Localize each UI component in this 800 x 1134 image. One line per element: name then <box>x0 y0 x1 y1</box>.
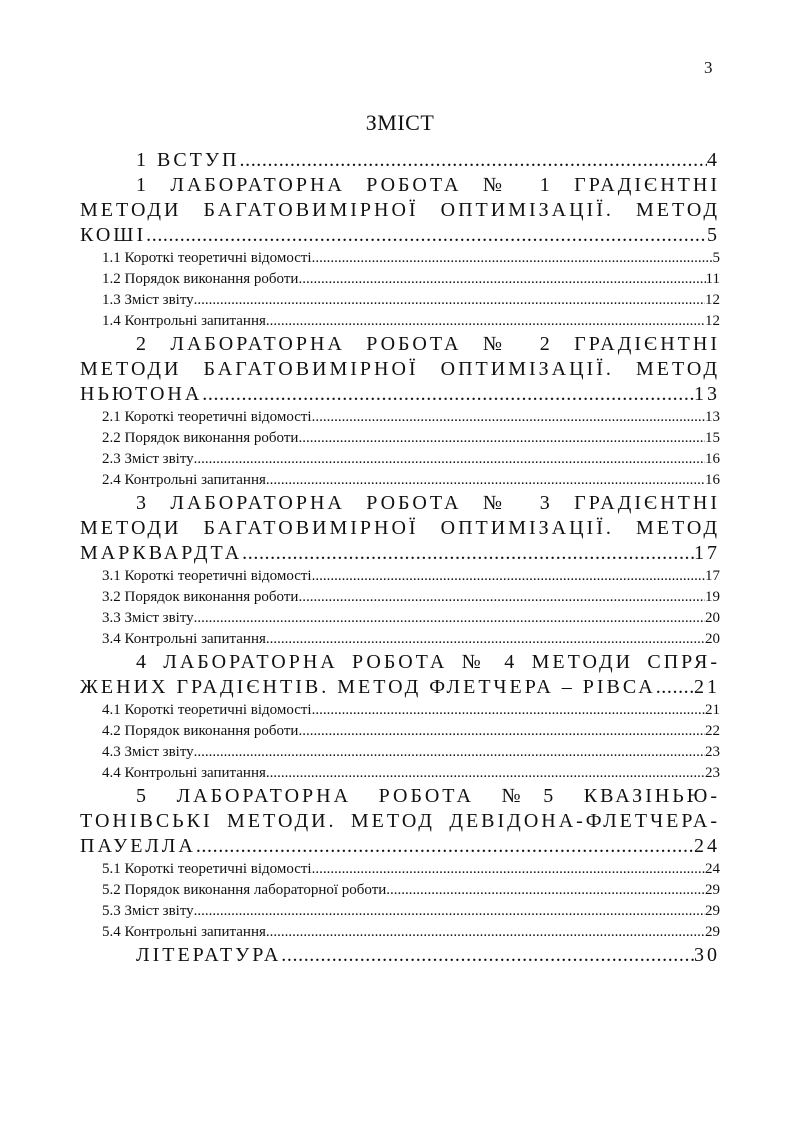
toc-page-number: 16 <box>705 451 720 467</box>
toc-entry-title: НЬЮТОНА <box>80 383 203 405</box>
toc-dot-leader <box>266 311 705 332</box>
toc-page-number: 4 <box>707 149 720 171</box>
toc-page-number: 13 <box>694 383 720 405</box>
toc-entry-title: 1 ВСТУП <box>136 149 240 171</box>
toc-page-number: 29 <box>705 924 720 940</box>
toc-section-entry[interactable] <box>80 784 720 859</box>
toc-page-number: 30 <box>694 944 720 966</box>
toc-page-number: 24 <box>694 835 720 857</box>
toc-entry-title: 4.3 Зміст звіту <box>102 744 194 760</box>
toc-page-number: 15 <box>705 430 720 446</box>
toc-page-number: 5 <box>712 250 720 266</box>
toc-dot-leader <box>240 148 708 173</box>
toc-subsection-entry[interactable] <box>80 311 720 332</box>
toc-entry-title: 5.3 Зміст звіту <box>102 903 194 919</box>
toc-dot-leader <box>194 608 705 629</box>
toc-page-number: 12 <box>705 292 720 308</box>
page-number: 3 <box>704 58 713 77</box>
toc-section-entry[interactable] <box>80 148 720 173</box>
toc-subsection-entry[interactable] <box>80 721 720 742</box>
toc-page-number: 20 <box>705 610 720 626</box>
toc-dot-leader <box>312 407 705 428</box>
toc-entry-title: 1.4 Контрольні запитання <box>102 313 266 329</box>
toc-page-number: 19 <box>705 589 720 605</box>
toc-dot-leader <box>312 566 705 587</box>
toc-dot-leader <box>194 901 705 922</box>
toc-subsection-entry[interactable] <box>80 269 720 290</box>
toc-entry-title-line: 5 ЛАБОРАТОРНА РОБОТА №5 КВАЗІНЬЮ- <box>136 785 720 807</box>
toc-entry-title-line: ТОНІВСЬКІ МЕТОДИ. МЕТОД ДЕВІДОНА-ФЛЕТЧЕРА- <box>80 810 720 832</box>
toc-section-entry[interactable] <box>80 491 720 566</box>
toc-dot-leader <box>312 700 705 721</box>
toc-entry-title: 5.1 Короткі теоретичні відомості <box>102 861 312 877</box>
toc-dot-leader <box>312 248 713 269</box>
toc-section-entry[interactable] <box>80 173 720 248</box>
toc-page-number: 17 <box>694 542 720 564</box>
toc-entry-title-line: 1 ЛАБОРАТОРНА РОБОТА № 1 ГРАДІЄНТНІ <box>136 174 720 196</box>
toc-page-number: 22 <box>705 723 720 739</box>
toc-entry-title-line: МЕТОДИ БАГАТОВИМІРНОЇ ОПТИМІЗАЦІЇ. МЕТОД <box>80 517 720 539</box>
toc-entry-title: 2.4 Контрольні запитання <box>102 472 266 488</box>
toc-entry-title: 3.1 Короткі теоретичні відомості <box>102 568 312 584</box>
toc-dot-leader <box>266 763 705 784</box>
toc-subsection-entry[interactable] <box>80 428 720 449</box>
toc-entry-title-line: МЕТОДИ БАГАТОВИМІРНОЇ ОПТИМІЗАЦІЇ. МЕТОД <box>80 199 720 221</box>
toc-entry-title: 2.3 Зміст звіту <box>102 451 194 467</box>
toc-subsection-entry[interactable] <box>80 700 720 721</box>
toc-dot-leader <box>266 629 705 650</box>
toc-entry-title: КОШІ <box>80 224 147 246</box>
toc-entry-title: 1.3 Зміст звіту <box>102 292 194 308</box>
toc-subsection-entry[interactable] <box>80 859 720 880</box>
toc-subsection-entry[interactable] <box>80 763 720 784</box>
toc-dot-leader <box>202 382 694 407</box>
toc-dot-leader <box>146 223 707 248</box>
toc-dot-leader <box>194 290 705 311</box>
toc-entry-title: 1.2 Порядок виконання роботи <box>102 271 299 287</box>
toc-page-number: 20 <box>705 631 720 647</box>
toc-entry-title: 3.3 Зміст звіту <box>102 610 194 626</box>
toc-page-number: 13 <box>705 409 720 425</box>
toc-entry-title: 4.4 Контрольні запитання <box>102 765 266 781</box>
toc-page-number: 16 <box>705 472 720 488</box>
table-of-contents <box>80 148 720 968</box>
toc-subsection-entry[interactable] <box>80 290 720 311</box>
toc-dot-leader <box>266 470 705 491</box>
toc-entry-title: 2.1 Короткі теоретичні відомості <box>102 409 312 425</box>
toc-entry-title: 4.2 Порядок виконання роботи <box>102 723 299 739</box>
toc-subsection-entry[interactable] <box>80 587 720 608</box>
toc-dot-leader <box>298 428 705 449</box>
toc-page-number: 21 <box>705 702 720 718</box>
toc-dot-leader <box>194 742 705 763</box>
toc-dot-leader <box>312 859 705 880</box>
toc-entry-title: 1.1 Короткі теоретичні відомості <box>102 250 312 266</box>
toc-page-number: 23 <box>705 765 720 781</box>
toc-dot-leader <box>196 834 694 859</box>
toc-entry-title: ПАУЕЛЛА <box>80 835 196 857</box>
toc-dot-leader <box>194 449 705 470</box>
toc-dot-leader <box>298 721 705 742</box>
toc-page-number: 21 <box>694 676 720 698</box>
toc-entry-title-line: 3 ЛАБОРАТОРНА РОБОТА № 3 ГРАДІЄНТНІ <box>136 492 720 514</box>
toc-entry-title: 5.2 Порядок виконання лабораторної роботи <box>102 882 387 898</box>
toc-entry-title: 5.4 Контрольні запитання <box>102 924 266 940</box>
toc-dot-leader <box>656 675 694 700</box>
toc-subsection-entry[interactable] <box>80 407 720 428</box>
toc-section-entry[interactable] <box>80 943 720 968</box>
toc-dot-leader <box>242 541 694 566</box>
toc-subsection-entry[interactable] <box>80 901 720 922</box>
toc-subsection-entry[interactable] <box>80 608 720 629</box>
toc-entry-title: 3.2 Порядок виконання роботи <box>102 589 299 605</box>
toc-subsection-entry[interactable] <box>80 742 720 763</box>
toc-section-entry[interactable] <box>80 650 720 700</box>
toc-page-number: 12 <box>705 313 720 329</box>
toc-dot-leader <box>281 943 694 968</box>
toc-subsection-entry[interactable] <box>80 566 720 587</box>
toc-subsection-entry[interactable] <box>80 629 720 650</box>
toc-page-number: 17 <box>705 568 720 584</box>
toc-page-number: 5 <box>707 224 720 246</box>
toc-page-number: 23 <box>705 744 720 760</box>
toc-subsection-entry[interactable] <box>80 470 720 491</box>
toc-section-entry[interactable] <box>80 332 720 407</box>
toc-entry-title-line: МЕТОДИ БАГАТОВИМІРНОЇ ОПТИМІЗАЦІЇ. МЕТОД <box>80 358 720 380</box>
toc-entry-title: ЛІТЕРАТУРА <box>136 944 282 966</box>
toc-page-number: 29 <box>705 903 720 919</box>
toc-entry-title-line: 4 ЛАБОРАТОРНА РОБОТА № 4 МЕТОДИ СПРЯ- <box>136 651 720 673</box>
toc-dot-leader <box>298 587 705 608</box>
toc-entry-title: ЖЕНИХ ГРАДІЄНТІВ. МЕТОД ФЛЕТЧЕРА – РІВСА <box>80 676 656 698</box>
toc-subsection-entry[interactable] <box>80 248 720 269</box>
toc-dot-leader <box>266 922 705 943</box>
toc-entry-title: 2.2 Порядок виконання роботи <box>102 430 299 446</box>
toc-entry-title: 4.1 Короткі теоретичні відомості <box>102 702 312 718</box>
toc-page-number: 11 <box>705 271 720 287</box>
toc-page-number: 29 <box>705 882 720 898</box>
toc-entry-title: МАРКВАРДТА <box>80 542 243 564</box>
toc-entry-title: 3.4 Контрольні запитання <box>102 631 266 647</box>
toc-subsection-entry[interactable] <box>80 922 720 943</box>
toc-subsection-entry[interactable] <box>80 449 720 470</box>
toc-page-number: 24 <box>705 861 720 877</box>
toc-dot-leader <box>386 880 705 901</box>
toc-dot-leader <box>298 269 705 290</box>
toc-subsection-entry[interactable] <box>80 880 720 901</box>
toc-entry-title-line: 2 ЛАБОРАТОРНА РОБОТА № 2 ГРАДІЄНТНІ <box>136 333 720 355</box>
toc-title: ЗМІСТ <box>365 110 435 135</box>
